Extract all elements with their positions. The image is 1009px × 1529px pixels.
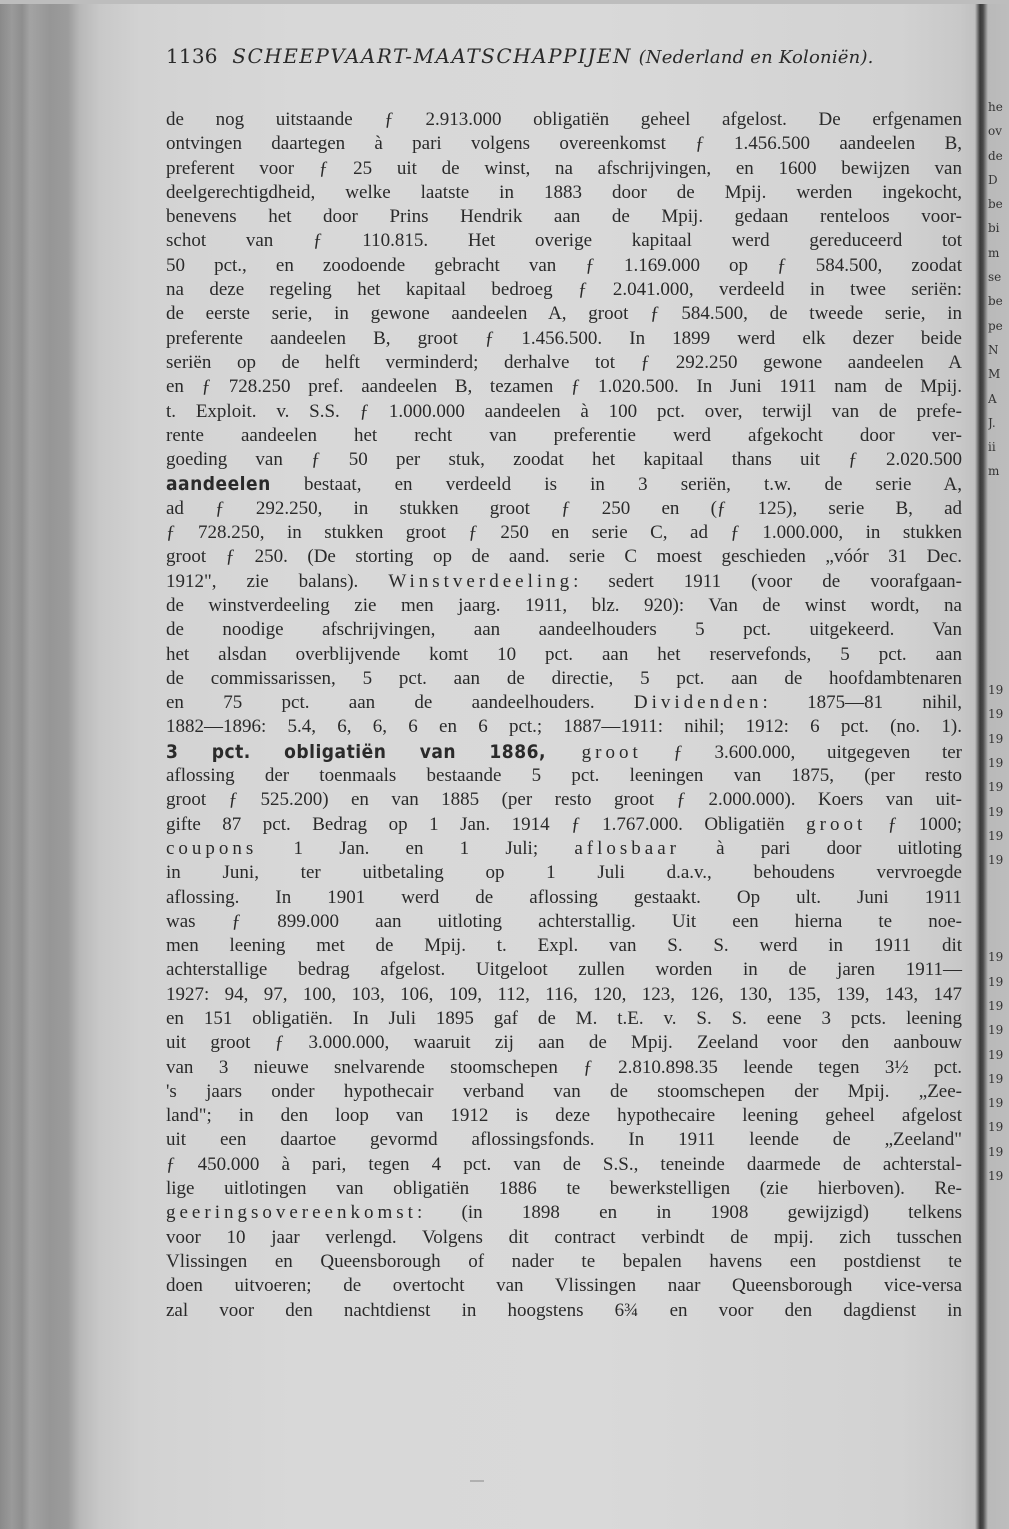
- margin-fragment: [988, 605, 1009, 629]
- text-line: men leening met de Mpij. t. Expl. van S. S. werd in 1911 dit: [166, 935, 962, 957]
- text-line: groot ƒ 250. (De storting op de aand. serie C moest geschieden „vóór 31 Dec.: [166, 546, 962, 568]
- margin-fragment: 19: [988, 950, 1004, 965]
- text-line: [166, 837, 962, 861]
- margin-fragment: M: [988, 367, 1001, 382]
- text-fragment: gifte 87 pct. Bedrag op 1 Jan. 1914 ƒ 1.767.000. Obligatiën: [166, 813, 807, 835]
- text-fragment: : sedert 1911 (voor de voorafgaan-: [573, 570, 962, 592]
- margin-fragment: [988, 654, 1009, 678]
- text-line: goeding van ƒ 50 per stuk, zoodat het kapitaal thans uit ƒ 2.020.500: [166, 449, 962, 471]
- subheading-dividenden: Dividenden: [633, 692, 763, 714]
- header-subtitle: (Nederland en Koloniën).: [638, 47, 874, 68]
- text-line: [166, 472, 962, 496]
- running-header: [166, 44, 962, 68]
- margin-fragment: D: [988, 172, 998, 187]
- margin-fragment: 19: [988, 804, 1004, 819]
- margin-fragment: bi: [988, 221, 1000, 236]
- margin-fragment: [988, 630, 1009, 654]
- text-line: de eerste serie, in gewone aandeelen A, groot ƒ 584.500, de tweede serie, in: [166, 303, 962, 325]
- text-line: preferente aandeelen B, groot ƒ 1.456.500. In 1899 werd elk dezer beide: [166, 327, 962, 349]
- text-fragment: à pari door uitloting: [679, 837, 962, 859]
- margin-fragment: be: [988, 197, 1003, 212]
- margin-fragment: 19: [988, 780, 1004, 795]
- margin-fragment: [988, 508, 1009, 532]
- text-line: ƒ 728.250, in stukken groot ƒ 250 en serie C, ad ƒ 1.000.000, in stukken: [166, 522, 962, 544]
- text-line: [166, 813, 962, 837]
- header-title: SCHEEPVAART-MAATSCHAPPIJEN: [232, 44, 632, 68]
- text-line: van 3 nieuwe snelvarende stoomschepen ƒ 2.810.898.35 leende tegen 3½ pct.: [166, 1056, 962, 1078]
- text-line: het alsdan overblijvende komt 10 pct. aan het reservefonds, 5 pct. aan: [166, 643, 962, 665]
- text-line: na deze regeling het kapitaal bedroeg ƒ 2.041.000, verdeeld in twee seriën:: [166, 279, 962, 301]
- text-line: 1882—1896: 5.4, 6, 6, 6 en 6 pct.; 1887—1911: nihil; 1912: 6 pct. (no. 1).: [166, 716, 962, 738]
- text-line: 1927: 94, 97, 100, 103, 106, 109, 112, 116, 120, 123, 126, 130, 135, 139, 143, 147: [166, 983, 962, 1005]
- text-line: benevens het door Prins Hendrik aan de Mpij. gedaan renteloos voor-: [166, 206, 962, 228]
- text-line: aflossing. In 1901 werd de aflossing gestaakt. Op ult. Juni 1911: [166, 886, 962, 908]
- text-line: Vlissingen en Queensborough of nader te bepalen havens een postdienst te: [166, 1250, 962, 1272]
- text-line: [166, 740, 962, 764]
- text-line: lige uitlotingen van obligatiën 1886 te bewerkstelligen (zie hierboven). Re-: [166, 1178, 962, 1200]
- margin-fragment: [988, 873, 1009, 897]
- margin-fragment: 19: [988, 853, 1004, 868]
- margin-fragment: 19: [988, 974, 1004, 989]
- margin-fragment: ov: [988, 124, 1003, 139]
- text-fragment: en 75 pct. aan de aandeelhouders.: [166, 692, 634, 714]
- margin-fragment: 19: [988, 1169, 1004, 1184]
- margin-fragment: be: [988, 294, 1003, 309]
- text-fragment: ƒ 1000;: [866, 813, 963, 835]
- margin-fragment: ii: [988, 440, 996, 455]
- subheading-aflosbaar: aflosbaar: [574, 837, 680, 859]
- text-line: [166, 1201, 962, 1225]
- margin-fragment: A: [988, 391, 997, 406]
- text-fragment: ƒ 3.600.000, uitgegeven ter: [641, 741, 962, 763]
- margin-fragment: 19: [988, 998, 1004, 1013]
- section-heading-aandeelen: aandeelen: [166, 473, 271, 496]
- margin-fragment: 19: [988, 1120, 1004, 1135]
- margin-fragment: [988, 921, 1009, 945]
- margin-fragment: he: [988, 100, 1003, 114]
- subheading-coupons: coupons: [166, 837, 258, 859]
- text-line: de winstverdeeling zie men jaarg. 1911, blz. 920): Van de winst wordt, na: [166, 594, 962, 616]
- adjacent-page-margin: [988, 95, 1009, 1188]
- margin-fragment: se: [988, 270, 1002, 285]
- margin-fragment: 19: [988, 1096, 1004, 1111]
- book-page: [166, 44, 962, 1323]
- text-line: rente aandeelen het recht van preferentie werd afgekocht door ver-: [166, 424, 962, 446]
- margin-fragment: J.: [988, 415, 996, 430]
- margin-fragment: de: [988, 148, 1003, 163]
- text-line: seriën op de helft verminderd; derhalve tot ƒ 292.250 gewone aandeelen A: [166, 351, 962, 373]
- section-heading-obligatien: 3 pct. obligatiën van 1886,: [166, 740, 546, 763]
- text-line: voor 10 jaar verlengd. Volgens dit contract verbindt de mpij. zich tusschen: [166, 1226, 962, 1248]
- margin-fragment: 19: [988, 756, 1004, 771]
- subheading-winstverdeeling: Winstverdeeling: [388, 570, 574, 592]
- margin-fragment: 19: [988, 1071, 1004, 1086]
- text-line: t. Exploit. v. S.S. ƒ 1.000.000 aandeelen à 100 pct. over, terwijl van de prefe-: [166, 400, 962, 422]
- text-line: land"; in den loop van 1912 is deze hypothecaire leening geheel afgelost: [166, 1105, 962, 1127]
- text-line: [166, 691, 962, 715]
- margin-fragment: [988, 897, 1009, 921]
- text-line: was ƒ 899.000 aan uitloting achterstallig. Uit een hierna te noe-: [166, 910, 962, 932]
- text-line: de nog uitstaande ƒ 2.913.000 obligatiën geheel afgelost. De erfgenamen: [166, 109, 962, 130]
- text-fragment: groot: [545, 741, 642, 763]
- text-line: ontvingen daartegen à pari volgens overeenkomst ƒ 1.456.500 aandeelen B,: [166, 133, 962, 155]
- margin-fragment: 19: [988, 683, 1004, 698]
- margin-fragment: pe: [988, 318, 1003, 333]
- margin-fragment: 19: [988, 1023, 1004, 1038]
- text-fragment: : (in 1898 en in 1908 gewijzigd) telkens: [416, 1202, 962, 1224]
- text-line: uit groot ƒ 3.000.000, waaruit zij aan de Mpij. Zeeland voor den aanbouw: [166, 1032, 962, 1054]
- text-line: [166, 570, 962, 594]
- text-line: de commissarissen, 5 pct. aan de directie, 5 pct. aan de hoofdambtenaren: [166, 667, 962, 689]
- footer-mark: [470, 1480, 484, 1482]
- text-line: deelgerechtigdheid, welke laatste in 1883 door de Mpij. werden ingekocht,: [166, 181, 962, 203]
- text-line: ƒ 450.000 à pari, tegen 4 pct. van de S.S., teneinde daarmede de achterstal-: [166, 1153, 962, 1175]
- text-line: preferent voor ƒ 25 uit de winst, na afschrijvingen, en 1600 bewijzen van: [166, 157, 962, 179]
- text-fragment: 1912", zie balans).: [166, 570, 389, 592]
- subheading-regeeringsovereenkomst: geeringsovereenkomst: [166, 1202, 417, 1224]
- text-fragment: : 1875—81 nihil,: [762, 692, 962, 714]
- margin-fragment: 19: [988, 1047, 1004, 1062]
- margin-fragment: m: [988, 245, 1000, 260]
- text-line: aflossing der toenmaals bestaande 5 pct. leeningen van 1875, (per resto: [166, 765, 962, 787]
- text-line: schot van ƒ 110.815. Het overige kapitaal werd gereduceerd tot: [166, 230, 962, 252]
- margin-fragment: 19: [988, 1144, 1004, 1159]
- text-line: achterstallige bedrag afgelost. Uitgeloot zullen worden in de jaren 1911—: [166, 959, 962, 981]
- margin-fragment: [988, 532, 1009, 556]
- text-fragment: bestaat, en verdeeld is in 3 seriën, t.w. de serie A,: [270, 474, 962, 496]
- margin-fragment: 19: [988, 707, 1004, 722]
- text-line: en 151 obligatiën. In Juli 1895 gaf de M. t.E. v. S. S. eene 3 pcts. leening: [166, 1007, 962, 1029]
- text-line: in Juni, ter uitbetaling op 1 Juli d.a.v., behoudens vervroegde: [166, 862, 962, 884]
- margin-fragment: [988, 484, 1009, 508]
- text-line: 50 pct., en zoodoende gebracht van ƒ 1.169.000 op ƒ 584.500, zoodat: [166, 254, 962, 276]
- page-top-edge: [0, 0, 1009, 4]
- text-fragment: groot: [806, 813, 867, 835]
- text-line: doen uitvoeren; de overtocht van Vlissingen naar Queensborough vice-versa: [166, 1275, 962, 1297]
- text-line: uit een daartoe gevormd aflossingsfonds. In 1911 leende de „Zeeland": [166, 1129, 962, 1151]
- text-line: de noodige afschrijvingen, aan aandeelhouders 5 pct. uitgekeerd. Van: [166, 619, 962, 641]
- margin-fragment: m: [988, 464, 1000, 479]
- margin-fragment: N: [988, 342, 999, 357]
- text-line: en ƒ 728.250 pref. aandeelen B, tezamen ƒ 1.020.500. In Juni 1911 nam de Mpij.: [166, 376, 962, 398]
- body-text: [166, 108, 962, 1323]
- text-line: groot ƒ 525.200) en van 1885 (per resto groot ƒ 2.000.000). Koers van uit-: [166, 789, 962, 811]
- text-fragment: 1 Jan. en 1 Juli;: [257, 837, 575, 859]
- margin-fragment: [988, 581, 1009, 605]
- page-number: 1136: [166, 44, 218, 68]
- margin-fragment: [988, 557, 1009, 581]
- text-line: 's jaars onder hypothecair verband van de stoomschepen der Mpij. „Zee-: [166, 1080, 962, 1102]
- text-line: ad ƒ 292.250, in stukken groot ƒ 250 en (ƒ 125), serie B, ad: [166, 497, 962, 519]
- text-line: zal voor den nachtdienst in hoogstens 6¾ en voor den dagdienst in: [166, 1299, 962, 1321]
- margin-fragment: 19: [988, 731, 1004, 746]
- margin-fragment: 19: [988, 828, 1004, 843]
